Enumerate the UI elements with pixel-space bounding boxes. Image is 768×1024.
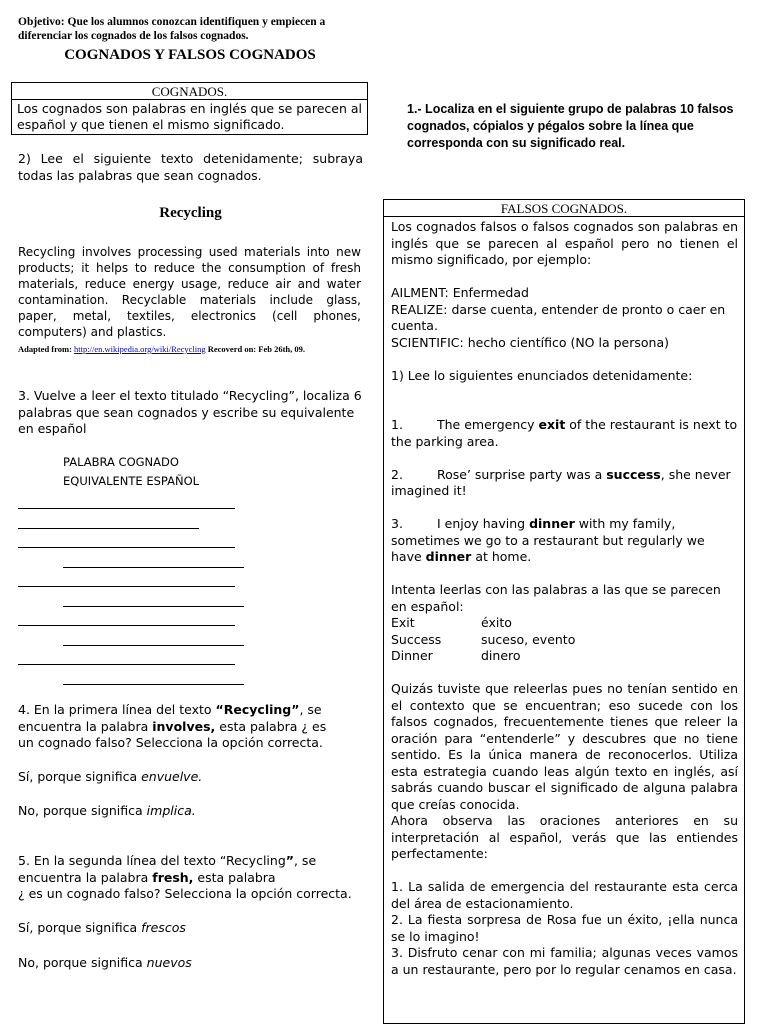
q5-option-no[interactable] (18, 955, 192, 972)
q4-word: involves, (152, 718, 216, 734)
example-item (391, 285, 738, 302)
answer-line[interactable] (63, 567, 244, 568)
observe-text: Ahora observa las oraciones anteriores en su interpretación al español, verás que las entiendes perfectamente: (391, 813, 738, 861)
q4-no-word: implica. (146, 803, 196, 818)
answer-line[interactable] (18, 664, 235, 665)
cognados-box (11, 82, 368, 135)
translation-row (391, 615, 738, 632)
instruction-1: 1.- Localiza en el siguiente grupo de palabras 10 falsos cognados, cópialos y pégalos sobre la línea que corresponda con su significado real. (407, 102, 734, 150)
translated-sentence: 3. Disfruto cenar con mi familia; algunas veces vamos a un restaurante, pero por lo regular cenamos en casa. (391, 945, 738, 977)
answer-line[interactable] (18, 547, 235, 548)
example-item (391, 335, 738, 352)
q5-yes-word: frescos (141, 920, 186, 935)
example-meaning: hecho científico (NO la persona) (463, 334, 669, 350)
example-word: REALIZE: (391, 301, 448, 317)
sentence-keyword: success (606, 466, 661, 482)
sentence-text: of the restaurant is next to the parking area. (391, 417, 738, 449)
q5-text-after: esta palabra (193, 869, 276, 885)
example-word: SCIENTIFIC: (391, 334, 464, 350)
sentence-keyword: dinner (425, 549, 472, 564)
source-suffix: Recoverd on: Feb 26th, 09. (205, 344, 306, 354)
translation-en: Exit (391, 615, 415, 630)
sentence-text: , she never imagined it! (391, 466, 731, 498)
read-instruction: 1) Lee lo siguientes enunciados detenidamente: (391, 367, 693, 383)
translated-sentence: 2. La fiesta sorpresa de Rosa fue un éxito, ¡ella nunca se lo imagino! (391, 912, 738, 944)
example-meaning: darse cuenta, entender de pronto o caer en cuenta. (391, 301, 726, 333)
sentence-number: 2. (391, 466, 403, 482)
recycling-text: Recycling involves processing used materials into new products; it helps to reduce the consumption of fresh materials, reduce energy usage, reduce air and water contamination. Recyclable materials include glass, paper, metal, textiles, electronics (cell phones, computers) and plastics. (18, 245, 361, 339)
sentence-keyword: exit (538, 417, 566, 432)
sentence-number: 1. (391, 417, 403, 432)
sentence-text: The emergency (437, 417, 539, 432)
source-prefix: Adapted from: (18, 344, 75, 354)
q5-no-word: nuevos (146, 955, 192, 970)
question-4 (18, 702, 338, 752)
q5-text-line2: ¿ es un cognado falso? Selecciona la opción correcta. (18, 886, 352, 901)
q4-yes-word: envuelve. (141, 769, 203, 784)
q4-no-prefix: No, porque significa (18, 803, 147, 818)
q4-text-mid: , se encuentra la palabra (18, 702, 322, 734)
q5-no-prefix: No, porque significa (18, 955, 147, 970)
answer-line[interactable] (63, 684, 244, 685)
answer-line[interactable] (18, 528, 199, 529)
english-sentence (391, 467, 738, 500)
question-5 (18, 853, 363, 903)
q5-quote-close: ” (285, 853, 294, 868)
answer-line[interactable] (18, 508, 235, 509)
answer-line[interactable] (63, 606, 244, 607)
sentence-keyword: dinner (529, 516, 575, 531)
cognados-title: COGNADOS. (12, 83, 367, 100)
sentence-number: 3. (391, 516, 403, 531)
recycling-title: Recycling (159, 205, 222, 221)
cognados-definition: Los cognados son palabras en inglés que se parecen al español y que tienen el mismo significado. (17, 101, 362, 132)
q4-option-yes[interactable] (18, 769, 202, 786)
source-link[interactable]: http://en.wikipedia.org/wiki/Recycling (74, 344, 206, 354)
q5-text: 5. En la segunda línea del texto “Recycling (18, 853, 286, 868)
falsos-title: FALSOS COGNADOS. (384, 200, 744, 217)
source-citation (18, 344, 378, 354)
falsos-cognados-box (383, 199, 745, 1024)
column-header-cognate: PALABRA COGNADO (63, 455, 179, 469)
translation-row (391, 632, 738, 649)
q4-yes-prefix: Sí, porque significa (18, 769, 142, 784)
answer-line[interactable] (18, 625, 235, 626)
sentence-text: Rose’ surprise party was a (437, 466, 607, 482)
translation-es: dinero (481, 648, 521, 663)
q4-text: 4. En la primera línea del texto (18, 702, 216, 717)
sentence-text: I enjoy having (437, 516, 530, 531)
translation-es: éxito (481, 615, 512, 630)
explanation-text: Quizás tuviste que releerlas pues no tenían sentido en el contexto que se encuentran; eso sucede con los falsos cognados, frecuentemente tienes que releer la oración para “entenderle” y descubres que no tiene sentido. Es la única manera de reconocerlos. Utiliza esta estrategia cuando leas algún texto en inglés, así sabrás cuando buscar el significado de alguna palabra que creías conocida. (391, 681, 738, 812)
q4-quoted: “Recycling” (215, 702, 300, 717)
example-item (391, 302, 738, 335)
q4-option-no[interactable] (18, 803, 196, 820)
translation-en: Success (391, 631, 442, 647)
english-sentence (391, 417, 738, 450)
q5-word: fresh, (152, 869, 194, 885)
translation-row (391, 648, 738, 665)
sentence-text: at home. (471, 549, 532, 564)
sentence-text: with my family, sometimes we go to a restaurant but regularly we have (391, 516, 705, 564)
q4-text-after: esta palabra ¿ es un cognado falso? Selecciona la opción correcta. (18, 718, 327, 750)
q5-text-mid: , se encuentra la palabra (18, 853, 317, 885)
instruction-2: 2) Lee el siguiente texto detenidamente; subraya todas las palabras que sean cognados. (18, 151, 363, 183)
falsos-intro: Los cognados falsos o falsos cognados son palabras en inglés que se parecen al español pero no tienen el mismo significado, por ejemplo: (391, 219, 738, 267)
example-meaning: Enfermedad (448, 285, 529, 300)
q5-yes-prefix: Sí, porque significa (18, 920, 142, 935)
english-sentence (391, 516, 738, 566)
page-title: COGNADOS Y FALSOS COGNADOS (64, 47, 316, 63)
objective-text: Objetivo: Que los alumnos conozcan identifiquen y empiecen a diferenciar los cognados de los falsos cognados. (18, 16, 326, 42)
column-header-equivalent: EQUIVALENTE ESPAÑOL (63, 474, 200, 488)
translation-es: suceso, evento (481, 631, 576, 647)
translated-sentence: 1. La salida de emergencia del restaurante esta cerca del área de estacionamiento. (391, 879, 738, 911)
question-3: 3. Vuelve a leer el texto titulado “Recycling”, localiza 6 palabras que sean cognados y escribe su equivalente en español (18, 388, 362, 436)
answer-line[interactable] (63, 645, 244, 646)
try-reading: Intenta leerlas con las palabras a las que se parecen en español: (391, 582, 721, 614)
example-word: AILMENT: (391, 285, 449, 300)
q5-option-yes[interactable] (18, 920, 186, 937)
answer-line[interactable] (18, 586, 235, 587)
translation-en: Dinner (391, 648, 433, 663)
